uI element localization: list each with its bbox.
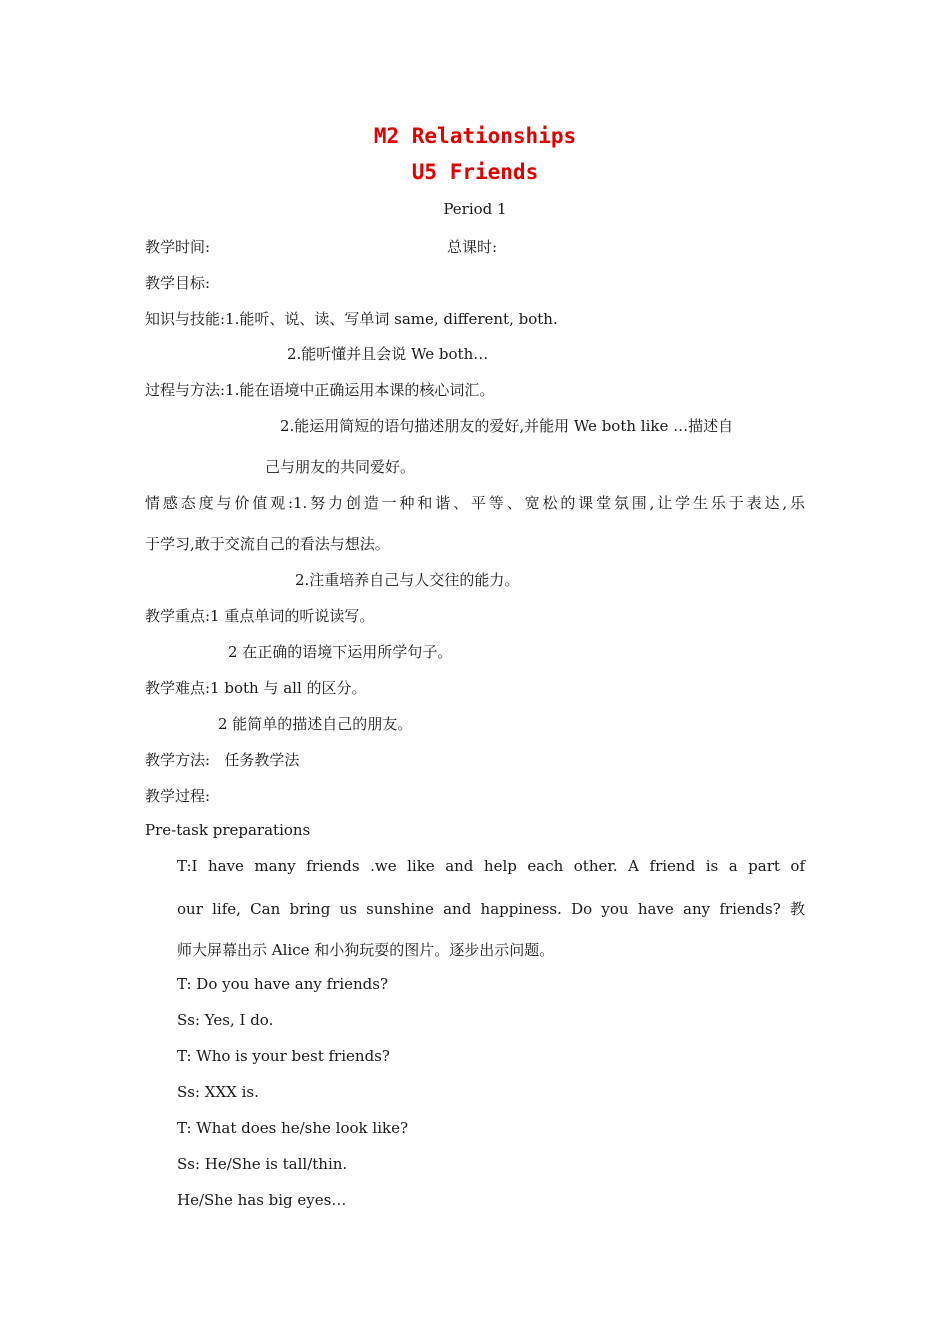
process-objective-2a: 2.能运用简短的语句描述朋友的爱好,并能用 We both like …描述自: [280, 417, 734, 435]
objectives-label: 教学目标:: [145, 274, 211, 292]
total-periods-label: 总课时:: [447, 238, 498, 256]
key-point-1: 教学重点:1 重点单词的听说读写。: [145, 607, 375, 625]
dialogue-line: Ss: Yes, I do.: [177, 1011, 274, 1029]
difficulty-2: 2 能简单的描述自己的朋友。: [218, 715, 413, 733]
dialogue-line: Ss: XXX is.: [177, 1083, 259, 1101]
intro-paragraph-line-3: 师大屏幕出示 Alice 和小狗玩耍的图片。逐步出示问题。: [177, 941, 555, 959]
period-label: Period 1: [443, 200, 507, 218]
emotion-objective-1a: 情感态度与价值观:1.努力创造一种和谐、平等、宽松的课堂氛围,让学生乐于表达,乐: [145, 494, 805, 512]
dialogue-line: T: Do you have any friends?: [177, 975, 389, 993]
key-point-2: 2 在正确的语境下运用所学句子。: [228, 643, 453, 661]
intro-paragraph-line-1: T:I have many friends .we like and help each other. A friend is a part of: [177, 857, 805, 875]
teaching-process-label: 教学过程:: [145, 787, 211, 805]
emotion-objective-2: 2.注重培养自己与人交往的能力。: [295, 571, 520, 589]
emotion-objective-1b: 于学习,敢于交流自己的看法与想法。: [145, 535, 390, 553]
document-subtitle: U5 Friends: [411, 160, 539, 184]
intro-paragraph-line-2: our life, Can bring us sunshine and happiness. Do you have any friends? 教: [177, 900, 805, 918]
dialogue-line: He/She has big eyes…: [177, 1191, 347, 1209]
difficulty-1: 教学难点:1 both 与 all 的区分。: [145, 679, 367, 697]
process-objective-1: 过程与方法:1.能在语境中正确运用本课的核心词汇。: [145, 381, 495, 399]
teaching-time-label: 教学时间:: [145, 238, 211, 256]
teaching-method: 教学方法: 任务教学法: [145, 751, 300, 769]
dialogue-line: T: What does he/she look like?: [177, 1119, 408, 1137]
dialogue-line: Ss: He/She is tall/thin.: [177, 1155, 348, 1173]
dialogue-line: T: Who is your best friends?: [177, 1047, 390, 1065]
knowledge-objective-1: 知识与技能:1.能听、说、读、写单词 same, different, both.: [145, 310, 558, 328]
process-objective-2b: 己与朋友的共同爱好。: [265, 458, 416, 476]
document-title: M2 Relationships: [373, 124, 577, 148]
knowledge-objective-2: 2.能听懂并且会说 We both…: [287, 345, 489, 363]
section-heading: Pre-task preparations: [145, 821, 311, 839]
